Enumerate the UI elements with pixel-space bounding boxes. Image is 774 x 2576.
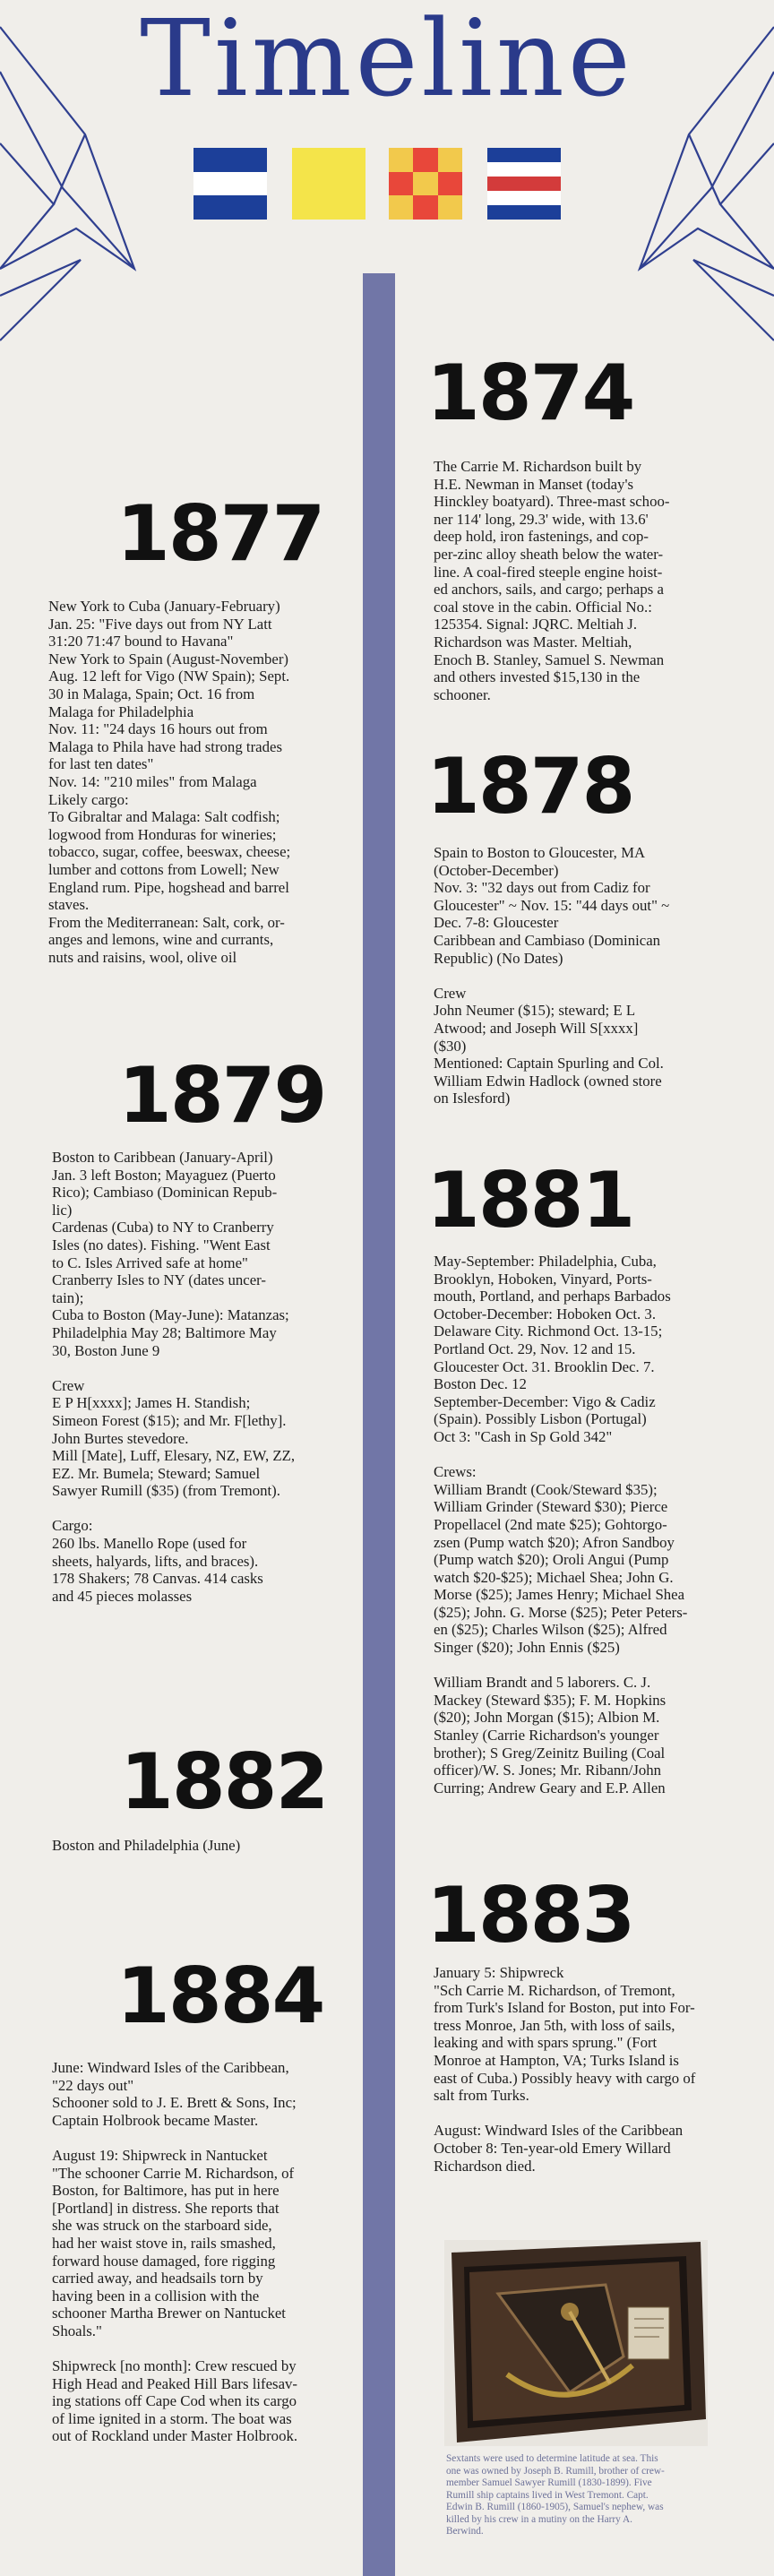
entry-text-1879: Boston to Caribbean (January-April) Jan. 3 left Boston; Mayaguez (Puerto Rico); Cambiaso (Dominican Repub- lic) Cardenas (Cuba) to NY to Cranberry Isles (no dates). Fishing. "Went East to C. Isles Arrived safe at home" Cranberry Isles to NY (dates uncer- tain); Cuba to Boston (May-June): Matanzas; Philadelphia May 28; Baltimore May 30, Boston June 9 Crew E P H[xxxx]; James H. Standish; Simeon Forest ($15); and Mr. F[lethy]. John Burtes stevedore. Mill [Mate], Luff, Elesary, NZ, EW, ZZ, EZ. Mr. Bumela; Steward; Samuel Sawyer Rumill ($35) (from Tremont). Cargo: 260 lbs. Manello Rope (used for sheets, halyards, lifts, and braces). 178 Shakers; 78 Canvas. 414 casks and 45 pieces molasses (52, 1149, 296, 1605)
entry-text-1874: The Carrie M. Richardson built by H.E. Newman in Manset (today's Hinckley boatyard). Three-mast schoo- ner 114' long, 29.3' wide, with 13.6' deep hold, iron fastenings, and cop- per-zinc alloy sheath below the water- line. A coal-fired steeple engine hoist- ed anchors, sails, and cargo; perhaps a coal stove in the cabin. Official No.: 125354. Signal: JQRC. Meltiah J. Richardson was Master. Meltiah, Enoch B. Stanley, Samuel S. Newman and others invested $15,130 in the schooner. (434, 458, 670, 703)
year-heading-1879: 1879 (118, 1051, 326, 1141)
entry-text-1881: May-September: Philadelphia, Cuba, Brooklyn, Hoboken, Vinyard, Ports- mouth, Portland, and perhaps Barbados October-December: Hoboken Oct. 3. Delaware City. Richmond Oct. 13-15; Portland Oct. 29, Nov. 12 and 15. Gloucester Oct. 31. Brooklin Dec. 7. Boston Dec. 12 September-December: Vigo & Cadiz (Spain). Possibly Lisbon (Portugal) Oct 3: "Cash in Sp Gold 342" Crews: William Brandt (Cook/Steward $35); William Grinder (Steward $30); Pierce Propellacel (2nd mate $25); Gohtorgo- zsen (Pump watch $20); Afron Sandboy (Pump watch $20); Oroli Angui (Pump watch $20-$25); Michael Shea; John G. Morse ($25); James Henry; Michael Shea ($25); John. G. Morse ($25); Peter Peters- en ($25); Charles Wilson ($25); Alfred Singer ($20); John Ennis ($25) William Brandt and 5 laborers. C. J. Mackey (Steward $35); F. M. Hopkins ($20); John Morgan ($15); Albion M. Stanley (Carrie Richardson's younger brother); S Greg/Zeinitz Builing (Coal officer)/W. S. Jones; Mr. Ribann/John Curring; Andrew Geary and E.P. Allen (434, 1253, 688, 1796)
entry-text-1882: Boston and Philadelphia (June) (52, 1837, 241, 1854)
year-heading-1883: 1883 (426, 1871, 634, 1960)
sextant-in-case-photo (444, 2240, 708, 2446)
entry-text-1877: New York to Cuba (January-February) Jan. 25: "Five days out from NY Latt 31:20 71:47 bound to Havana" New York to Spain (August-November) Aug. 12 left for Vigo (NW Spain); Sept. 30 in Malaga, Spain; Oct. 16 from Malaga for Philadelphia Nov. 11: "24 days 16 hours out from Malaga to Phila have had strong trades for last ten dates" Nov. 14: "210 miles" from Malaga Likely cargo: To Gibraltar and Malaga: Salt codfish; logwood from Honduras for wineries; tobacco, sugar, coffee, beeswax, cheese; lumber and cottons from Lowell; New England rum. Pipe, hogshead and barrel staves. From the Mediterranean: Salt, cork, or- anges and lemons, wine and currants, nuts and raisins, wool, olive oil (48, 598, 291, 966)
year-heading-1884: 1884 (116, 1951, 324, 2041)
signal-flags (0, 148, 774, 220)
entry-text-1878: Spain to Boston to Gloucester, MA (October-December) Nov. 3: "32 days out from Cadiz for Gloucester" ~ Nov. 15: "44 days out" ~ Dec. 7-8: Gloucester Caribbean and Cambiaso (Dominican Republic) (No Dates) Crew John Neumer ($15); steward; E L Atwood; and Joseph Will S[xxxx] ($30) Mentioned: Captain Spurling and Col. William Edwin Hadlock (owned store on Islesford) (434, 844, 670, 1107)
flag-yellow-icon (292, 148, 366, 220)
entry-text-1883: January 5: Shipwreck "Sch Carrie M. Richardson, of Tremont, from Turk's Island for Boston, put into For- tress Monroe, Jan 5th, with loss of sails, leaking and with spars sprung." (Fort Monroe at Hampton, VA; Turks Island is east of Cuba.) Possibly heavy with cargo of salt from Turks. August: Windward Isles of the Caribbean October 8: Ten-year-old Emery Willard Richardson died. (434, 1964, 696, 2175)
year-heading-1878: 1878 (426, 742, 634, 831)
year-heading-1881: 1881 (426, 1156, 634, 1245)
page-title: Timeline (140, 0, 634, 120)
flag-red-yellow-check-icon (389, 148, 462, 220)
flag-red-white-blue-stripes-icon (487, 148, 561, 220)
year-heading-1877: 1877 (116, 489, 324, 579)
timeline-spine (363, 273, 395, 2576)
photo-caption: Sextants were used to determine latitude at sea. This one was owned by Joseph B. Rumill, brother of crew- member Samuel Sawyer Rumill (1830-1899). Five Rumill ship captains lived in West Tremont. Capt. Edwin B. Rumill (1860-1905), Samuel's nephew, was killed by his crew in a mutiny on the Harry A. Berwind. (446, 2453, 665, 2537)
year-heading-1882: 1882 (120, 1737, 328, 1827)
flag-blue-white-stripes-icon (194, 148, 267, 220)
entry-text-1884: June: Windward Isles of the Caribbean, "22 days out" Schooner sold to J. E. Brett & Sons, Inc; Captain Holbrook became Master. August 19: Shipwreck in Nantucket "The schooner Carrie M. Richardson, of Boston, for Baltimore, has put in here [Portland] in distress. She reports that she was struck on the starboard side, had her waist stove in, rails smashed, forward house damaged, fore rigging carried away, and headsails torn by having been in a collision with the schooner Martha Brewer on Nantucket Shoals." Shipwreck [no month]: Crew rescued by High Head and Peaked Hill Bars lifesav- ing stations off Cape Cod when its cargo of lime ignited in a storm. The boat was out of Rockland under Master Holbrook. (52, 2059, 298, 2445)
year-heading-1874: 1874 (426, 349, 634, 438)
